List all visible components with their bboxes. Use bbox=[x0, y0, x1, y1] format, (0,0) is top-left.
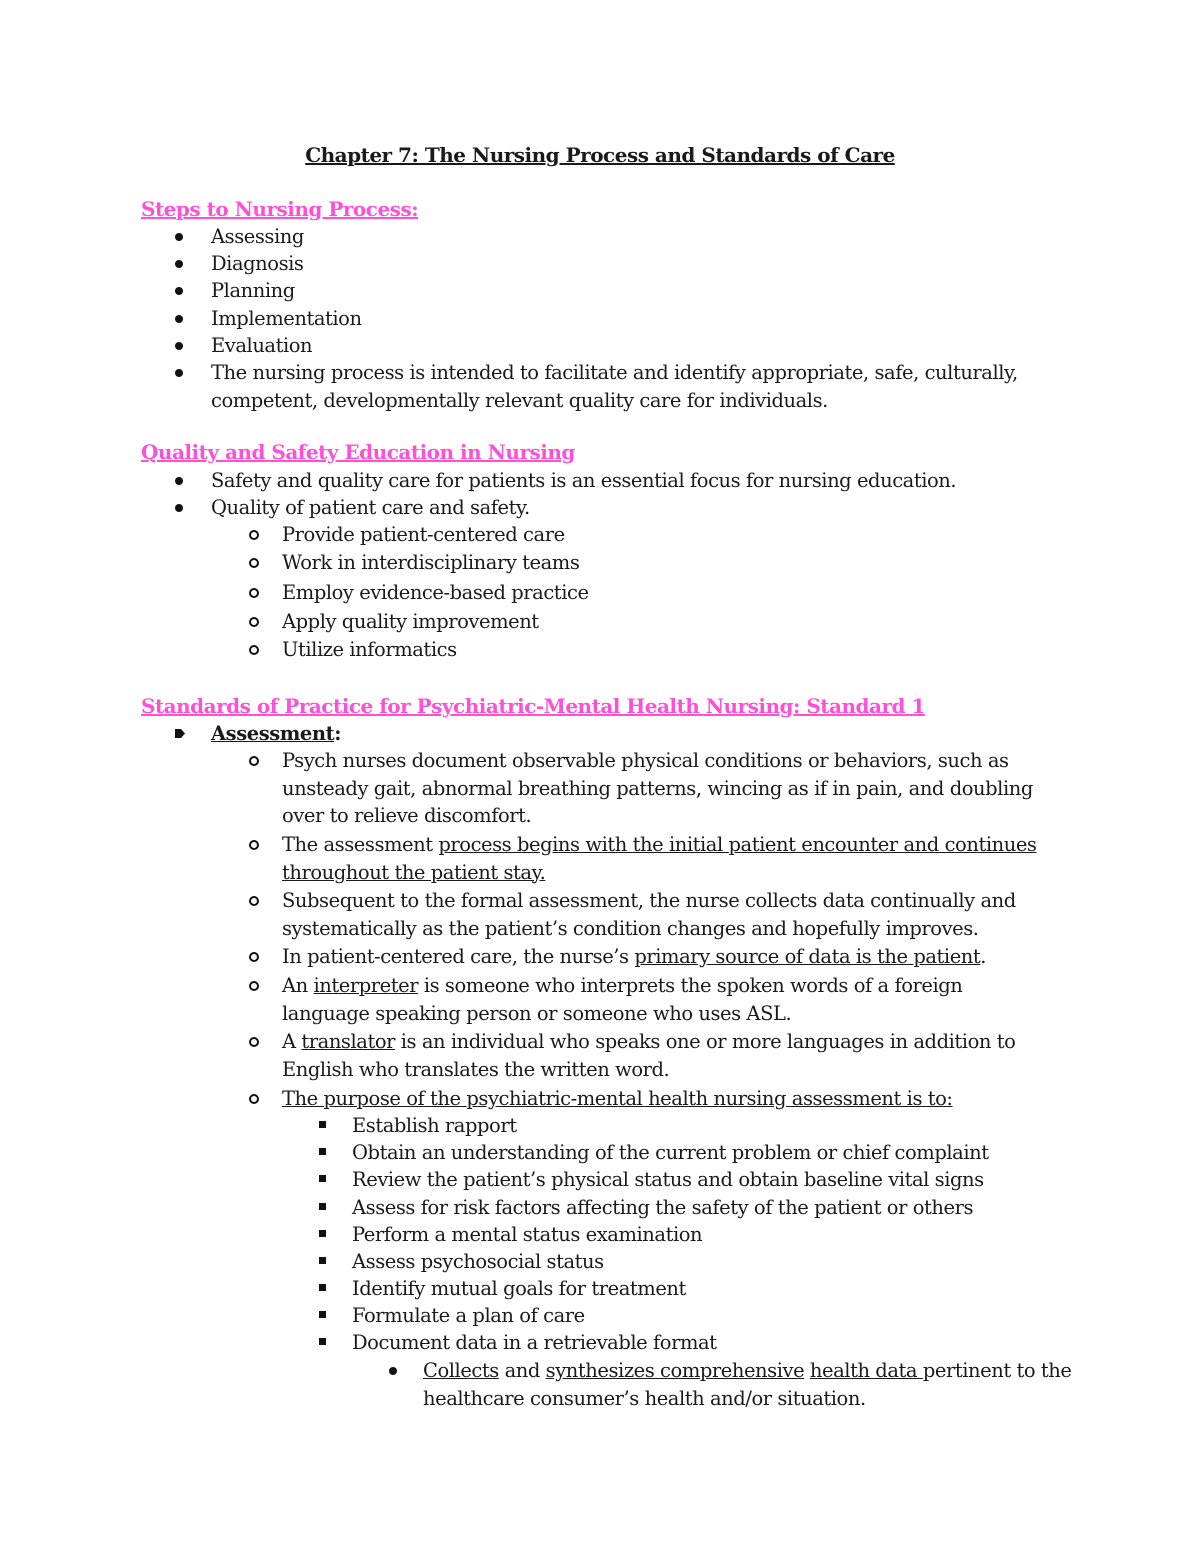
circle-bullet-icon bbox=[249, 1094, 259, 1104]
sub-list-item: Apply quality improvement bbox=[249, 608, 539, 636]
purpose-item: Review the patient’s physical status and obtain baseline vital signs bbox=[319, 1166, 984, 1194]
list-item: Safety and quality care for patients is an essential focus for nursing education. bbox=[175, 467, 1075, 495]
arrow-bullet-icon bbox=[175, 729, 185, 738]
square-bullet-icon bbox=[319, 1203, 326, 1210]
list-item: Implementation bbox=[175, 305, 362, 333]
circle-bullet-icon bbox=[249, 1037, 259, 1047]
square-bullet-icon bbox=[319, 1338, 326, 1345]
section-heading-steps: Steps to Nursing Process: bbox=[141, 197, 419, 221]
purpose-item: Assess psychosocial status bbox=[319, 1248, 604, 1276]
bullet-icon bbox=[175, 504, 183, 512]
sub-list-item: Subsequent to the formal assessment, the nurse collects data continually and systematically as the patient’s condition changes and hopefully improves. bbox=[249, 887, 1039, 942]
sub-list-item: An interpreter is someone who interprets the spoken words of a foreign language speaking person or someone who uses ASL. bbox=[249, 972, 1049, 1027]
square-bullet-icon bbox=[319, 1284, 326, 1291]
list-item: Assessing bbox=[175, 223, 304, 251]
list-item: Planning bbox=[175, 277, 295, 305]
circle-bullet-icon bbox=[249, 840, 259, 850]
sub-list-item: The purpose of the psychiatric-mental health nursing assessment is to: bbox=[249, 1085, 1049, 1113]
bullet-icon bbox=[175, 477, 183, 485]
bullet-icon bbox=[389, 1367, 397, 1375]
purpose-item: Perform a mental status examination bbox=[319, 1221, 702, 1249]
list-item: The nursing process is intended to facilitate and identify appropriate, safe, culturally, competent, developmentally relevant quality care for individuals. bbox=[175, 359, 1045, 414]
purpose-item: Assess for risk factors affecting the safety of the patient or others bbox=[319, 1194, 973, 1222]
square-bullet-icon bbox=[319, 1121, 326, 1128]
purpose-item: Obtain an understanding of the current problem or chief complaint bbox=[319, 1139, 989, 1167]
circle-bullet-icon bbox=[249, 558, 259, 568]
square-bullet-icon bbox=[319, 1257, 326, 1264]
sub-purpose-item: Collects and synthesizes comprehensive health data pertinent to the healthcare consumer’s health and/or situation. bbox=[389, 1357, 1079, 1412]
circle-bullet-icon bbox=[249, 588, 259, 598]
list-item: Evaluation bbox=[175, 332, 312, 360]
sub-list-item: Employ evidence-based practice bbox=[249, 579, 589, 607]
bullet-icon bbox=[175, 287, 183, 295]
page-title: Chapter 7: The Nursing Process and Standards of Care bbox=[305, 143, 895, 167]
purpose-item: Document data in a retrievable format bbox=[319, 1329, 717, 1357]
circle-bullet-icon bbox=[249, 981, 259, 991]
sub-list-item: Utilize informatics bbox=[249, 636, 457, 664]
list-item: Quality of patient care and safety. bbox=[175, 494, 530, 522]
square-bullet-icon bbox=[319, 1175, 326, 1182]
sub-list-item: In patient-centered care, the nurse’s primary source of data is the patient. bbox=[249, 943, 1049, 971]
bullet-icon bbox=[175, 315, 183, 323]
bullet-icon bbox=[175, 260, 183, 268]
sub-list-item: A translator is an individual who speaks one or more languages in addition to English who translates the written word. bbox=[249, 1028, 1039, 1083]
sub-list-item: Work in interdisciplinary teams bbox=[249, 549, 579, 577]
circle-bullet-icon bbox=[249, 617, 259, 627]
circle-bullet-icon bbox=[249, 530, 259, 540]
purpose-item: Establish rapport bbox=[319, 1112, 517, 1140]
purpose-item: Formulate a plan of care bbox=[319, 1302, 585, 1330]
list-item: Diagnosis bbox=[175, 250, 303, 278]
section-heading-qsen: Quality and Safety Education in Nursing bbox=[141, 440, 575, 464]
bullet-icon bbox=[175, 233, 183, 241]
circle-bullet-icon bbox=[249, 952, 259, 962]
circle-bullet-icon bbox=[249, 896, 259, 906]
section-heading-standard-1: Standards of Practice for Psychiatric-Mental Health Nursing: Standard 1 bbox=[141, 694, 925, 718]
sub-list-item: The assessment process begins with the initial patient encounter and continues throughout the patient stay. bbox=[249, 831, 1039, 886]
list-item-assessment: Assessment: bbox=[175, 720, 341, 748]
circle-bullet-icon bbox=[249, 645, 259, 655]
bullet-icon bbox=[175, 369, 183, 377]
square-bullet-icon bbox=[319, 1148, 326, 1155]
sub-list-item: Psych nurses document observable physical conditions or behaviors, such as unsteady gait, abnormal breathing patterns, wincing as if in pain, and doubling over to relieve discomfort. bbox=[249, 747, 1039, 830]
square-bullet-icon bbox=[319, 1311, 326, 1318]
circle-bullet-icon bbox=[249, 756, 259, 766]
purpose-item: Identify mutual goals for treatment bbox=[319, 1275, 686, 1303]
bullet-icon bbox=[175, 342, 183, 350]
square-bullet-icon bbox=[319, 1230, 326, 1237]
sub-list-item: Provide patient-centered care bbox=[249, 521, 565, 549]
